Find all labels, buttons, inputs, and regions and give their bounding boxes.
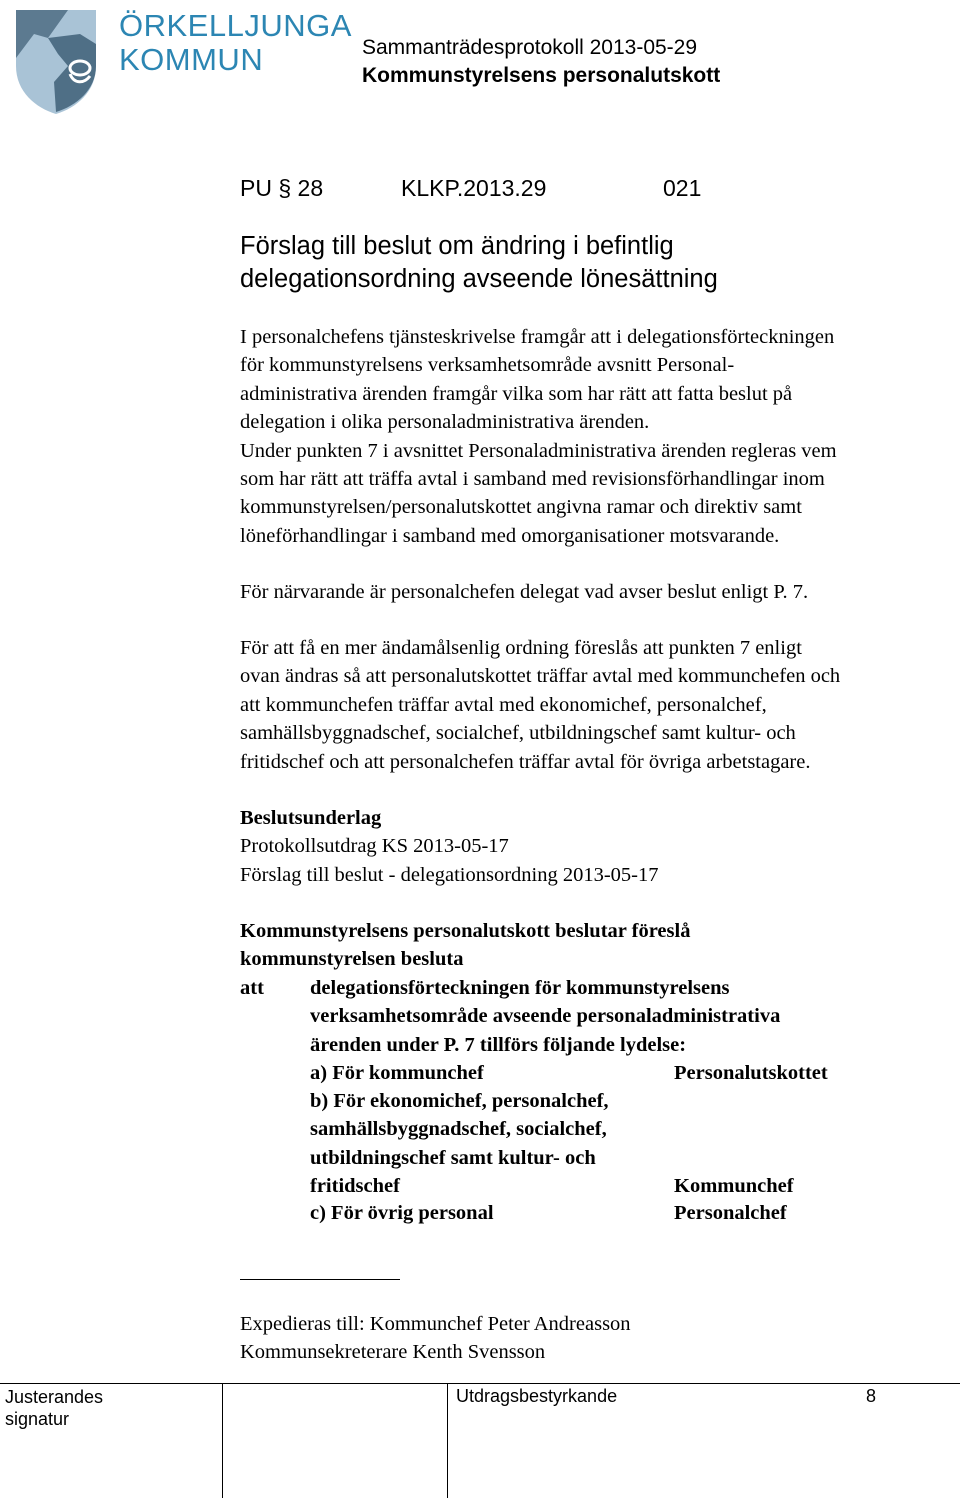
signature-label: signatur [5, 1409, 70, 1429]
text-line: delegationsförteckningen för kommunstyrelsens [310, 977, 730, 999]
basis-item: Protokollsutdrag KS 2013-05-17 [240, 835, 509, 858]
row-label: utbildningschef samt kultur- och [310, 1146, 596, 1169]
delegate-a: Personalutskottet [674, 1062, 828, 1084]
text-line: ärenden under P. 7 tillförs följande lydelse: [310, 1033, 687, 1056]
text-line: för kommunstyrelsens verksamhetsområde avsnitt Personal- [240, 354, 735, 377]
separator-line [240, 1279, 400, 1280]
row-label: c) För övrig personal [310, 1202, 494, 1224]
delegate-b: Kommunchef [674, 1175, 794, 1197]
text-line: Under punkten 7 i avsnittet Personaladministrativa ärenden regleras vem [240, 439, 837, 462]
delegation-row-c [310, 1199, 494, 1227]
text-line: administrativa ärenden framgår vilka som har rätt att fatta beslut på [240, 382, 793, 405]
case-number: KLKP.2013.29 [401, 175, 547, 201]
title-line: delegationsordning avseende lönesättning [240, 265, 718, 293]
row-label: a) För kommunchef [310, 1062, 484, 1084]
text-line: kommunstyrelsen besluta [240, 948, 464, 971]
protocol-title: Sammanträdesprotokoll 2013-05-29 [362, 36, 698, 59]
paragraph-1 [240, 323, 837, 550]
decision-basis [240, 804, 659, 889]
distribution-list [240, 1310, 631, 1367]
text-line: som har rätt att träffa avtal i samband med revisionsförhandlingar inom [240, 468, 825, 491]
document-title [240, 230, 718, 296]
text-line: Kommunsekreterare Kenth Svensson [240, 1341, 546, 1364]
title-line: Förslag till beslut om ändring i befintlig [240, 232, 674, 260]
logo-text-orkelljunga: ÖRKELLJUNGA [119, 8, 352, 43]
page-number: 8 [866, 1386, 877, 1406]
text-line: löneförhandlingar i samband med omorganisationer motsvarande. [240, 524, 780, 547]
signature-label: Justerandes [5, 1387, 104, 1407]
section-heading: Beslutsunderlag [240, 807, 382, 829]
committee-name: Kommunstyrelsens personalutskott [362, 64, 721, 87]
delegation-row-a [310, 1059, 484, 1087]
row-label: samhällsbyggnadschef, socialchef, [310, 1118, 607, 1141]
text-line: samhällsbyggnadschef, socialchef, utbildningschef samt kultur- och [240, 722, 796, 745]
text-line: I personalchefens tjänsteskrivelse framgår att i delegationsförteckningen [240, 326, 835, 348]
att-clause [310, 974, 780, 1059]
row-label: fritidschef [310, 1175, 400, 1198]
paragraph-4 [240, 634, 840, 776]
footer-divider [447, 1383, 448, 1498]
text-line: För att få en mer ändamålsenlig ordning föreslås att punkten 7 enligt [240, 637, 802, 659]
extract-certification-label: Utdragsbestyrkande [456, 1386, 618, 1406]
text-line: Kommunstyrelsens personalutskott beslutar föreslå [240, 920, 691, 942]
text-line: delegation i olika personaladministrativa ärenden. [240, 411, 650, 434]
text-line: ovan ändras så att personalutskottet träffar avtal med kommunchefen och [240, 665, 841, 688]
delegate-c: Personalchef [674, 1202, 787, 1224]
signature-field [5, 1386, 103, 1430]
delegation-row-b [310, 1087, 609, 1201]
att-label: att [240, 977, 264, 999]
kommun-logo-emblem [10, 4, 110, 116]
row-label: b) För ekonomichef, personalchef, [310, 1090, 609, 1112]
paragraph-number: PU § 28 [240, 175, 324, 201]
text-line: kommunstyrelsen/personalutskottet angivna ramar och direktiv samt [240, 496, 802, 519]
text-line: Expedieras till: Kommunchef Peter Andreasson [240, 1313, 631, 1335]
basis-item: Förslag till beslut - delegationsordning 2013-05-17 [240, 863, 659, 886]
paragraph-3: För närvarande är personalchefen delegat vad avser beslut enligt P. 7. [240, 581, 809, 603]
text-line: fritidschef och att personalchefen träffar avtal för övriga arbetstagare. [240, 750, 811, 773]
decision-intro [240, 917, 690, 974]
footer-rule [0, 1383, 960, 1384]
footer-divider [222, 1383, 223, 1498]
archive-code: 021 [663, 175, 702, 201]
text-line: verksamhetsområde avseende personaladministrativa [310, 1005, 781, 1028]
text-line: att kommunchefen träffar avtal med ekonomichef, personalchef, [240, 693, 767, 716]
logo-text-kommun: KOMMUN [119, 42, 264, 77]
